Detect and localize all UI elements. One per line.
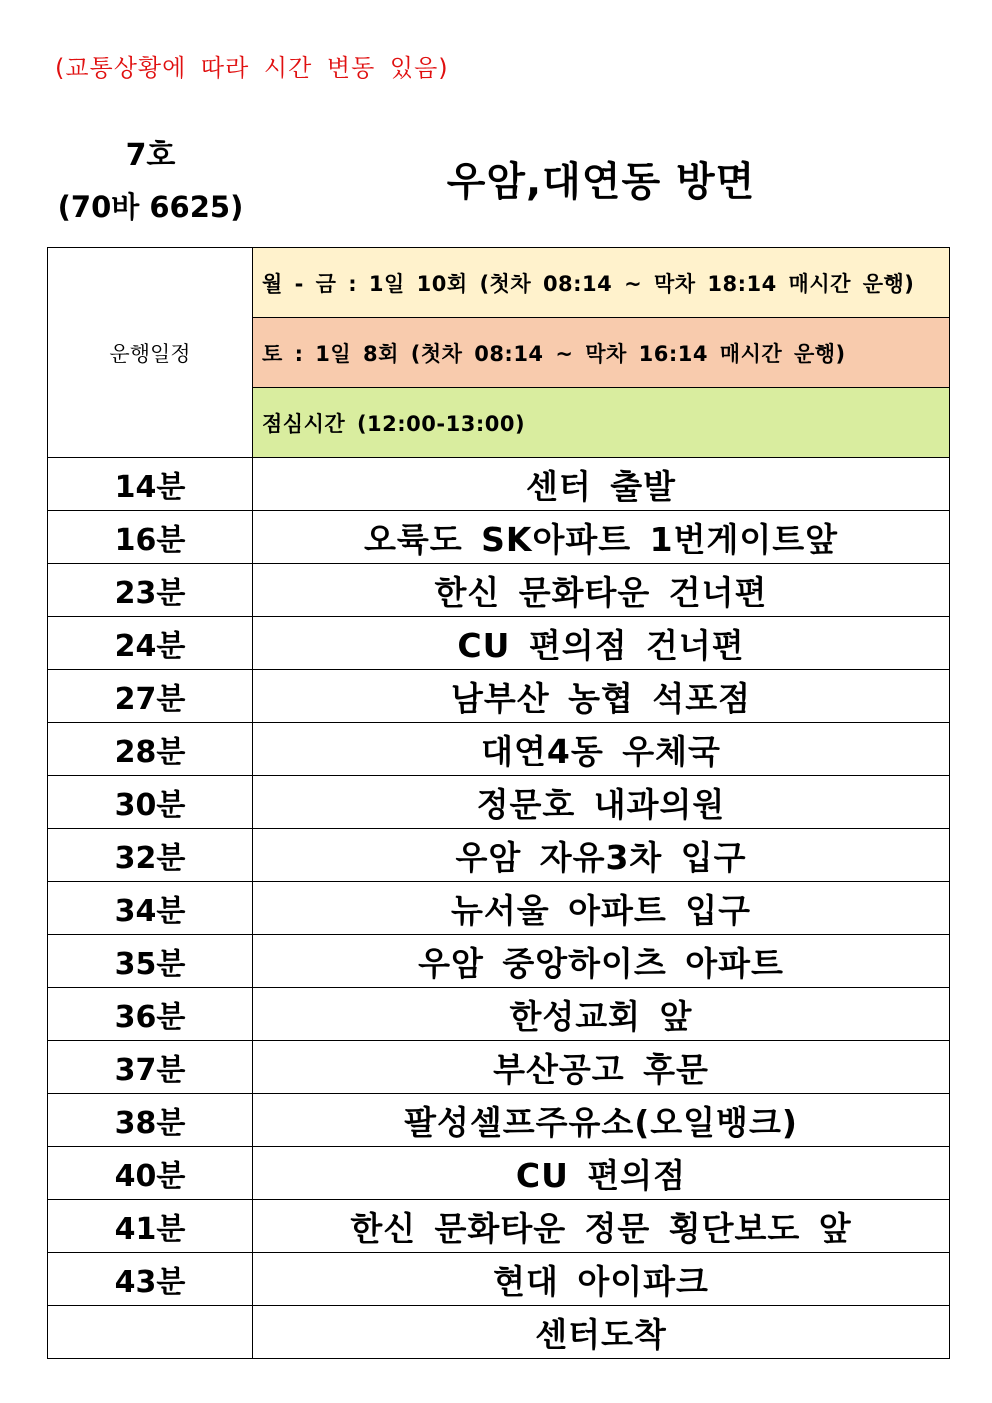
stop-time: 40분: [48, 1147, 253, 1200]
stop-time: 30분: [48, 776, 253, 829]
weekday-schedule: 월 - 금 : 1일 10회 (첫차 08:14 ~ 막차 18:14 매시간 운행): [253, 248, 950, 318]
table-row: [48, 1147, 950, 1200]
stop-name: 한신 문화타운 정문 횡단보도 앞: [253, 1200, 950, 1253]
saturday-schedule: 토 : 1일 8회 (첫차 08:14 ~ 막차 16:14 매시간 운행): [253, 318, 950, 388]
route-title: 우암,대연동 방면: [446, 159, 756, 205]
stop-time: [48, 1306, 253, 1359]
schedule-info-row-weekday: [48, 248, 950, 318]
traffic-notice: (교통상황에 따라 시간 변동 있음): [55, 54, 449, 82]
stop-name: 센터도착: [253, 1306, 950, 1359]
lunch-time: 점심시간 (12:00-13:00): [253, 388, 950, 458]
stop-name: 우암 자유3차 입구: [253, 829, 950, 882]
table-row: [48, 670, 950, 723]
stop-name: 남부산 농협 석포점: [253, 670, 950, 723]
stop-name: 센터 출발: [253, 458, 950, 511]
stop-time: 23분: [48, 564, 253, 617]
stop-name: CU 편의점 건너편: [253, 617, 950, 670]
stop-name: 한성교회 앞: [253, 988, 950, 1041]
stop-time: 35분: [48, 935, 253, 988]
bus-plate: (70바 6625): [57, 190, 244, 224]
table-row: [48, 829, 950, 882]
table-row: [48, 776, 950, 829]
schedule-label: 운행일정: [48, 248, 253, 458]
stop-name: 현대 아이파크: [253, 1253, 950, 1306]
stop-time: 27분: [48, 670, 253, 723]
stop-time: 14분: [48, 458, 253, 511]
stop-name: CU 편의점: [253, 1147, 950, 1200]
stop-name: 대연4동 우체국: [253, 723, 950, 776]
table-row: [48, 458, 950, 511]
stop-time: 43분: [48, 1253, 253, 1306]
table-row: [48, 1041, 950, 1094]
stop-time: 36분: [48, 988, 253, 1041]
stop-name: 한신 문화타운 건너편: [253, 564, 950, 617]
table-row: [48, 988, 950, 1041]
table-row: [48, 882, 950, 935]
stop-time: 34분: [48, 882, 253, 935]
table-row: [48, 564, 950, 617]
stop-name: 팔성셀프주유소(오일뱅크): [253, 1094, 950, 1147]
stop-time: 41분: [48, 1200, 253, 1253]
table-row: [48, 935, 950, 988]
table-row: [48, 617, 950, 670]
stop-time: 37분: [48, 1041, 253, 1094]
table-row: [48, 1200, 950, 1253]
bus-number: 7호: [125, 138, 176, 173]
stop-name: 뉴서울 아파트 입구: [253, 882, 950, 935]
stop-time: 32분: [48, 829, 253, 882]
stop-name: 정문호 내과의원: [253, 776, 950, 829]
stop-name: 오륙도 SK아파트 1번게이트앞: [253, 511, 950, 564]
table-row: [48, 1253, 950, 1306]
stop-time: 28분: [48, 723, 253, 776]
stop-time: 16분: [48, 511, 253, 564]
stop-name: 우암 중앙하이츠 아파트: [253, 935, 950, 988]
stop-name: 부산공고 후문: [253, 1041, 950, 1094]
schedule-table: [47, 247, 950, 1359]
table-row: [48, 511, 950, 564]
table-row: [48, 1094, 950, 1147]
table-row: [48, 1306, 950, 1359]
stop-time: 24분: [48, 617, 253, 670]
stop-time: 38분: [48, 1094, 253, 1147]
table-row: [48, 723, 950, 776]
